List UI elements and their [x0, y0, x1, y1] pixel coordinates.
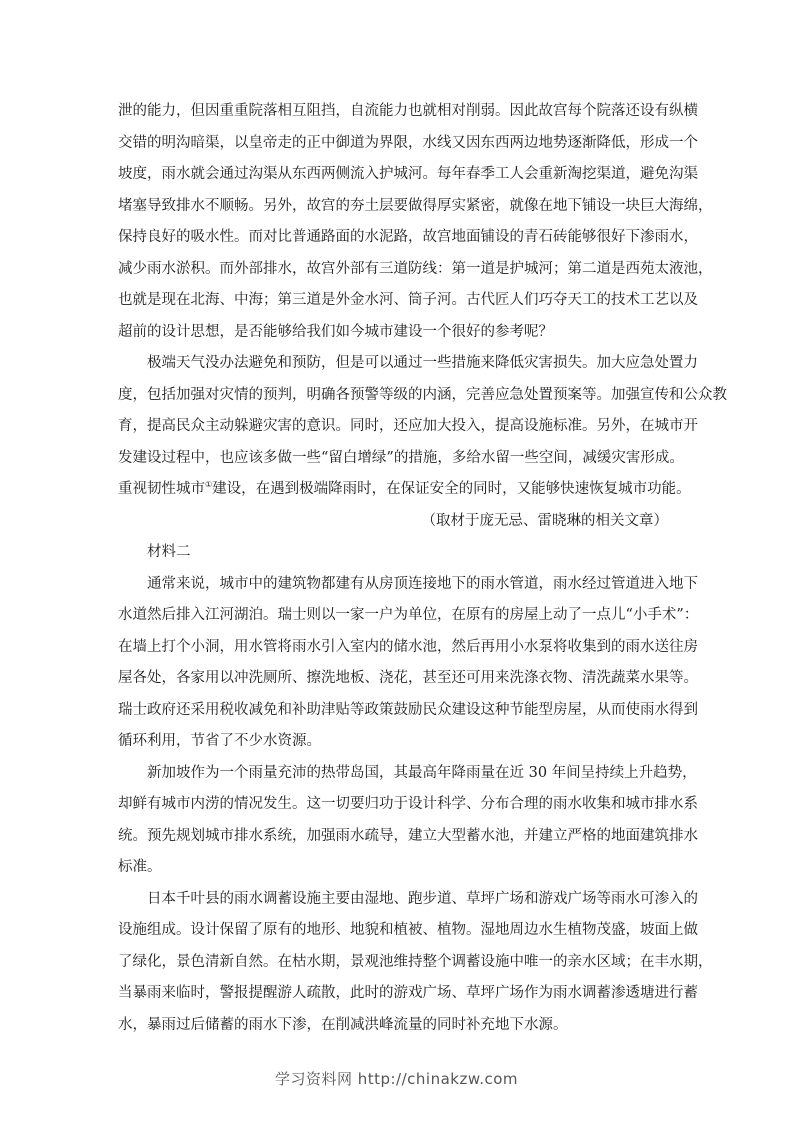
text-segment: 重视韧性城市 [118, 481, 205, 497]
text-segment: 建设，在遇到极端降雨时，在保证安全的同时，又能够快速恢复城市功能。 [212, 481, 691, 497]
text-line: 日本千叶县的雨水调蓄设施主要由湿地、跑步道、草坪广场和游戏广场等雨水可渗入的 [147, 890, 698, 907]
text-line: 设施组成。设计保留了原有的地形、地貌和植被、植物。湿地周边水生植物茂盛，坡面上做 [118, 922, 698, 938]
text-line [118, 474, 691, 506]
text-line: 统。预先规划城市排水系统，加强雨水疏导，建立大型蓄水池，并建立严格的地面建筑排水 [118, 827, 698, 844]
text-line: 了绿化，景色清新自然。在枯水期，景观池维持整个调蓄设施中唯一的亲水区域；在丰水期， [118, 953, 713, 970]
document-body [118, 96, 727, 1041]
paragraph-3 [118, 569, 699, 758]
text-line: 极端天气没办法避免和预防，但是可以通过一些措施来降低灾害损失。加大应急处置力 [147, 355, 698, 371]
text-line: 堵塞导致排水不顺畅。另外，故宫的夯土层要做得厚实紧密，就像在地下铺设一块巨大海绵， [118, 197, 713, 214]
text-line: 循环利用，节省了不少水资源。 [118, 733, 321, 749]
paragraph-4 [118, 758, 698, 884]
paragraph-2 [118, 348, 727, 506]
text-line: 也就是现在北海、中海；第三道是外金水河、筒子河。古代匠人们巧夺天工的技术工艺以及 [118, 292, 698, 308]
text-line: 屋各处，各家用以冲洗厕所、擦洗地板、浇花，甚至还可用来洗涤衣物、清洗蔬菜水果等。 [118, 670, 698, 686]
text-line: 减少雨水淤积。而外部排水，故宫外部有三道防线：第一道是护城河；第二道是西苑太液池， [118, 260, 713, 277]
text-line: 育，提高民众主动躲避灾害的意识。同时，还应加大投入，提高设施标准。另外，在城市开 [118, 418, 698, 434]
text-line: 水道然后排入江河湖泊。瑞士则以一家一户为单位，在原有的房屋上动了一点儿“小手术”： [118, 607, 699, 623]
text-line: 度，包括加强对灾情的预判，明确各预警等级的内涵，完善应急处置预案等。加强宣传和公众教 [118, 386, 727, 403]
text-line: 超前的设计思想，是否能够给我们如今城市建设一个很好的参考呢？ [118, 323, 553, 340]
text-line: 瑞士政府还采用税收减免和补助津贴等政策鼓励民众建设这种节能型房屋，从而使雨水得到 [118, 701, 698, 718]
text-line: 当暴雨来临时，警报提醒游人疏散，此时的游戏广场、草坪广场作为雨水调蓄渗透塘进行蓄 [118, 985, 698, 1001]
text-line: 通常来说，城市中的建筑物都建有从房顶连接地下的雨水管道，雨水经过管道进入地下 [147, 575, 698, 592]
text-line: 却鲜有城市内涝的情况发生。这一切要归功于设计科学、分布合理的雨水收集和城市排水系 [118, 796, 698, 812]
footnote-mark: ① [205, 480, 213, 490]
section-heading: 材料二 [147, 544, 191, 560]
text-line: 保持良好的吸水性。而对比普通路面的水泥路，故宫地面铺设的青石砖能够很好下渗雨水， [118, 229, 698, 245]
text-line: 新加坡作为一个雨量充沛的热带岛国，其最高年降雨量在近 30 年间呈持续上升趋势， [147, 764, 697, 781]
text-line: 在墙上打个小洞，用水管将雨水引入室内的储水池，然后再用小水泵将收集到的雨水送往房 [118, 638, 698, 655]
text-line: 标准。 [118, 859, 162, 875]
text-line: 泄的能力，但因重重院落相互阻挡，自流能力也就相对削弱。因此故宫每个院落还设有纵横 [118, 103, 698, 119]
text-line: 水，暴雨过后储蓄的雨水下渗，在削减洪峰流量的同时补充地下水源。 [118, 1016, 568, 1033]
text-line: 交错的明沟暗渠，以皇帝走的正中御道为界限，水线又因东西两边地势逐渐降低，形成一个 [118, 134, 698, 151]
text-line: 坡度，雨水就会通过沟渠从东西两侧流入护城河。每年春季工人会重新淘挖渠道，避免沟渠 [118, 166, 698, 182]
page-footer: 学习资料网 http://chinakzw.com [274, 1070, 519, 1088]
text-line: 发建设过程中，也应该多做一些“留白增绿”的措施，多给水留一些空间，减缓灾害形成。 [118, 449, 684, 466]
paragraph-1 [118, 96, 713, 348]
source-citation: （取材于庞无忌、雷晓琳的相关文章） [421, 512, 668, 529]
paragraph-5 [118, 884, 713, 1042]
